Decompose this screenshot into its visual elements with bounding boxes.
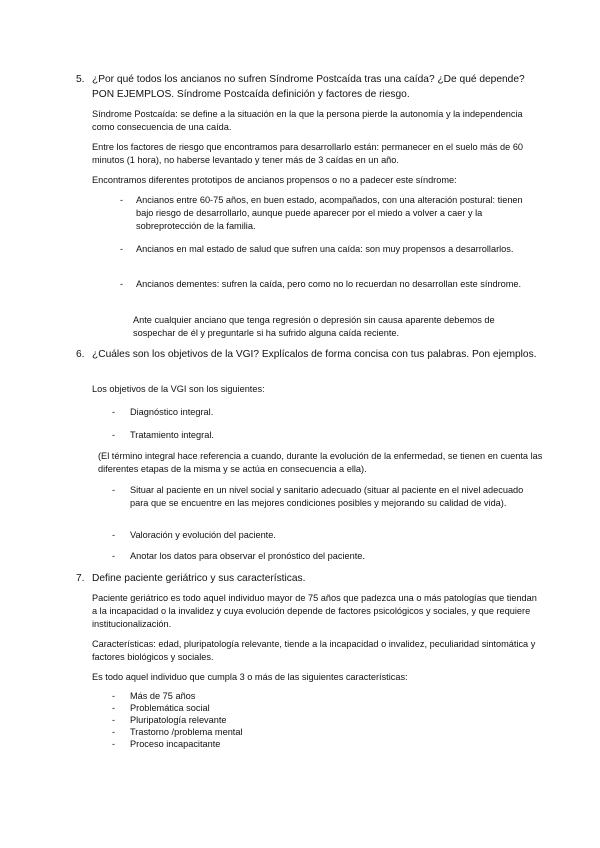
- list-item: [112, 550, 532, 563]
- paragraph: Es todo aquel individuo que cumpla 3 o más de las siguientes características:: [92, 672, 408, 682]
- paragraph: Encontramos diferentes prototipos de ancianos propensos o no a padecer este síndrome:: [92, 175, 457, 185]
- question-number: 6.: [76, 349, 85, 360]
- list-item-text: Tratamiento integral.: [130, 430, 214, 440]
- paragraph: Los objetivos de la VGI son los siguientes:: [92, 384, 265, 394]
- bullet-marker: -: [112, 551, 116, 561]
- question-5: [76, 72, 546, 102]
- list-item-text: Ancianos dementes: sufren la caída, pero como no lo recuerdan no desarrollan este síndrome.: [136, 279, 522, 289]
- bullet-marker: -: [112, 530, 116, 540]
- list-item-text: Situar al paciente en un nivel social y sanitario adecuado (situar al paciente en el nivel adecuado para que se encuentre en las mejores condiciones posibles y mejorando su calidad de vida).: [130, 485, 524, 508]
- list-item: [112, 406, 532, 419]
- paragraph: Ante cualquier anciano que tenga regresión o depresión sin causa aparente debemos de sospechar de él y preguntarle si ha sufrido alguna caída reciente.: [133, 315, 495, 338]
- list-item: [112, 691, 412, 703]
- note: [98, 450, 546, 476]
- list-item-text: Pluripatología relevante: [130, 715, 227, 725]
- list-item: [120, 278, 540, 291]
- list-item-text: Ancianos entre 60-75 años, en buen estado, acompañados, con una alteración postural: tienen bajo riesgo de desarrollarlo, aunque puede aparecer por el miedo a volver a caer y la sobreprotección de la familia.: [136, 195, 523, 231]
- bullet-marker: -: [112, 430, 116, 440]
- list-item-text: Más de 75 años: [130, 691, 196, 701]
- list-item: [112, 703, 412, 715]
- bullet-marker: -: [112, 715, 116, 725]
- bullet-marker: -: [112, 407, 116, 417]
- bullet-marker: -: [112, 703, 116, 713]
- paragraph: Paciente geriátrico es todo aquel individuo mayor de 75 años que padezca una o más patologías que tiendan a la incapacidad o la invalidez y cuya evolución depende de factores psicológicos y sociales, y que requiere institucionalización.: [92, 593, 537, 629]
- list-item-text: Diagnóstico integral.: [130, 407, 214, 417]
- bullet-marker: -: [112, 691, 116, 701]
- list-item: [112, 727, 412, 739]
- list-item-text: Trastorno /problema mental: [130, 727, 243, 737]
- paragraph: Síndrome Postcaída: se define a la situación en la que la persona pierde la autonomía y la independencia como consecuencia de una caída.: [92, 109, 523, 132]
- list-item: [120, 194, 540, 233]
- paragraph: Entre los factores de riesgo que encontramos para desarrollarlo están: permanecer en el suelo más de 60 minutos (1 hora), no haberse levantado y tener más de 3 caídas en un año.: [92, 142, 524, 165]
- list-item: [112, 484, 540, 510]
- bullet-marker: -: [120, 279, 124, 289]
- paragraph: Características: edad, pluripatología relevante, tiende a la incapacidad o invalidez, peculiaridad sintomática y factores biológicos y sociales.: [92, 639, 536, 662]
- question-number: 5.: [76, 74, 85, 85]
- question-text: ¿Cuáles son los objetivos de la VGI? Explícalos de forma concisa con tus palabras. Pon ejemplos.: [92, 349, 537, 360]
- list-item-text: Anotar los datos para observar el pronóstico del paciente.: [130, 551, 365, 561]
- list-item: [112, 529, 532, 542]
- list-item-text: Valoración y evolución del paciente.: [130, 530, 276, 540]
- list-item-text: Problemática social: [130, 703, 210, 713]
- list-item: [112, 739, 412, 751]
- question-text: Define paciente geriátrico y sus características.: [92, 573, 306, 584]
- question-7: [76, 571, 546, 586]
- question-number: 7.: [76, 573, 85, 584]
- list-item: [112, 429, 532, 442]
- bullet-marker: -: [112, 727, 116, 737]
- list-item-text: Proceso incapacitante: [130, 739, 221, 749]
- list-item-text: Ancianos en mal estado de salud que sufren una caída: son muy propensos a desarrollarlos.: [136, 244, 514, 254]
- bullet-marker: -: [112, 739, 116, 749]
- list-item: [112, 715, 412, 727]
- note-text: (El término integral hace referencia a cuando, durante la evolución de la enfermedad, se tienen en cuenta las diferentes etapas de la misma y se actúa en consecuencia a ella).: [98, 451, 543, 474]
- question-text: ¿Por qué todos los ancianos no sufren Síndrome Postcaída tras una caída? ¿De qué depende? PON EJEMPLOS. Síndrome Postcaída definición y factores de riesgo.: [92, 74, 525, 100]
- bullet-marker: -: [120, 244, 124, 254]
- bullet-marker: -: [120, 195, 124, 205]
- question-6: [76, 347, 546, 362]
- list-item: [120, 243, 540, 256]
- bullet-marker: -: [112, 485, 116, 495]
